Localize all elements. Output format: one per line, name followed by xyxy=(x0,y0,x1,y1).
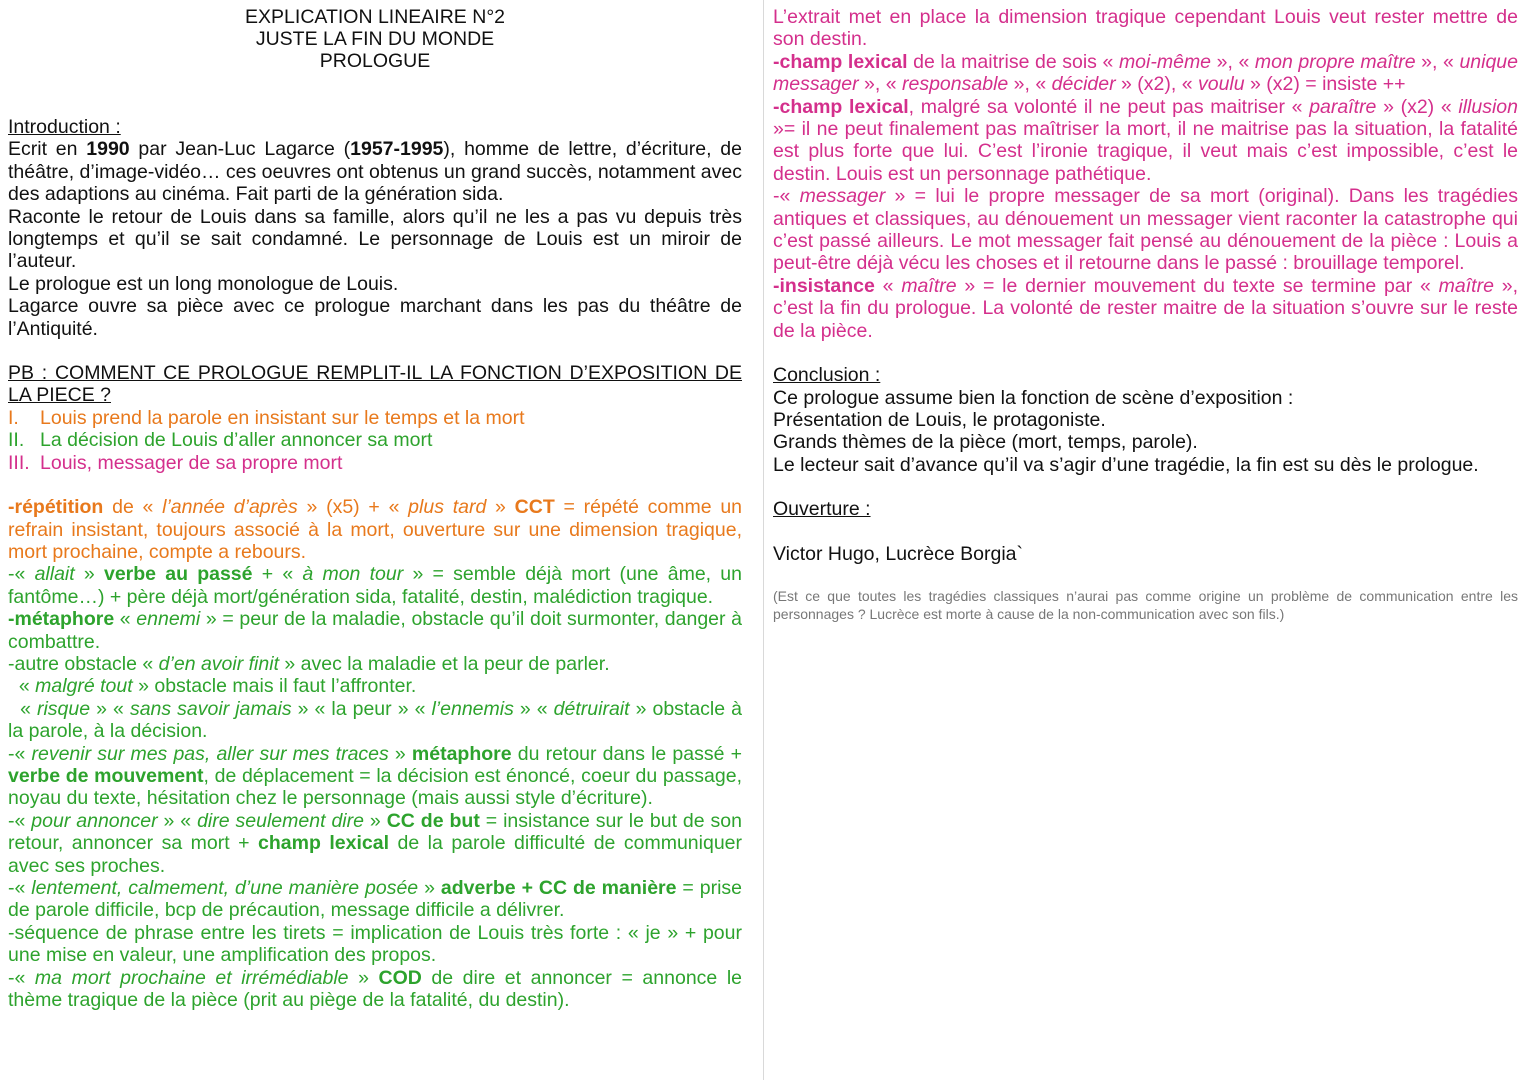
conclusion-line-1: Ce prologue assume bien la fonction de scène d’exposition : xyxy=(773,386,1294,409)
conclusion-line-4: Le lecteur sait d’avance qu’il va s’agir d’une tragédie, la fin est su dès le prologue. xyxy=(773,453,1479,476)
ouverture-text: Victor Hugo, Lucrèce Borgia` xyxy=(773,542,1024,565)
analysis-champ-maitrise: -champ lexical de la maitrise de sois « moi-même », « mon propre maître », « unique messager », « responsable », « décider » (x2), « voulu » (x2) = insiste ++ xyxy=(773,50,1518,96)
ouverture-title: Ouverture : xyxy=(773,498,871,521)
header-work: JUSTE LA FIN DU MONDE xyxy=(255,28,495,50)
problematique: PB : COMMENT CE PROLOGUE REMPLIT-IL LA FONCTION D’EXPOSITION DE LA PIECE ? xyxy=(8,362,742,407)
introduction-paragraph-2: Raconte le retour de Louis dans sa famille, alors qu’il ne les a pas vu depuis très longtemps et qu’il se sait condamné. Le personnage de Louis est un miroir de l’auteur. xyxy=(8,205,742,273)
analysis-part-2 xyxy=(8,563,742,1011)
analysis-pour-annoncer: -« pour annoncer » « dire seulement dire » CC de but = insistance sur le but de son retour, annoncer sa mort + champ lexical de la parole difficulté de communiquer avec ses proches. xyxy=(8,809,743,877)
conclusion-section xyxy=(773,364,1518,476)
conclusion-line-3: Grands thèmes de la pièce (mort, temps, parole). xyxy=(773,431,1198,454)
analysis-revenir: -« revenir sur mes pas, aller sur mes traces » métaphore du retour dans le passé + verbe de mouvement, de déplacement = la décision est énoncé, coeur du passage, noyau du texte, hésitation chez le personnage (mais aussi style d’écriture). xyxy=(8,742,742,810)
header-section: PROLOGUE xyxy=(319,50,431,72)
analysis-insistance-maitre: -insistance « maître » = le dernier mouvement du texte se termine par « maître », c’est la fin du prologue. La volonté de rester maitre de la situation s’ouvre sur le reste de la pièce. xyxy=(773,274,1518,342)
introduction-paragraph-4: Lagarce ouvre sa pièce avec ce prologue marchant dans les pas du théâtre de l’Antiquité. xyxy=(8,295,742,340)
plan-item-1: I. Louis prend la parole en insistant sur le temps et la mort xyxy=(8,406,525,429)
analysis-repetition: -répétition de « l’année d’après » (x5) + « plus tard » CCT = répété comme un refrain insistant, toujours associé à la mort, ouverture sur une dimension tragique, mort prochaine, compte a rebours. xyxy=(8,496,743,563)
analysis-part-3 xyxy=(773,6,1518,342)
analysis-sequence-tirets: -séquence de phrase entre les tirets = implication de Louis très forte : « je » + pour une mise en valeur, une amplification des propos. xyxy=(8,921,742,967)
analysis-verbe-passe: -« allait » verbe au passé + « à mon tour » = semble déjà mort (une âme, un fantôme…) + père déjà mort/génération sida, fatalité, destin, malédiction tragique. xyxy=(8,563,743,608)
conclusion-line-2: Présentation de Louis, le protagoniste. xyxy=(773,408,1106,431)
conclusion-title: Conclusion : xyxy=(773,364,881,387)
analysis-ma-mort: -« ma mort prochaine et irrémédiable » COD de dire et annoncer = annonce le thème tragique de la pièce (prit au piège de la fatalité, du destin). xyxy=(8,966,743,1012)
analysis-messager: -« messager » = lui le propre messager de sa mort (original). Dans les tragédies antiques et classiques, au dénouement un messager vient raconter la catastrophe qui c’est passé ailleurs. Le mot messager fait pensé au dénouement de la pièce : Louis a peut-être déjà vécu les choses et il retourne dans le passé : brouillage temporel. xyxy=(773,185,1518,275)
ouverture-section xyxy=(773,498,1518,623)
ouverture-note: (Est ce que toutes les tragédies classiques n’aurai pas comme origine un problème de communication entre les personnages ? Lucrèce est morte à cause de la non-communication avec son fils.) xyxy=(773,587,1518,622)
left-column xyxy=(8,6,742,1080)
analysis-risque: « risque » « sans savoir jamais » « la peur » « l’ennemis » « détruirait » obstacle à la parole, à la décision. xyxy=(8,697,742,743)
introduction-paragraph-3: Le prologue est un long monologue de Louis. xyxy=(8,272,399,295)
analysis-lentement: -« lentement, calmement, d’une manière posée » adverbe + CC de manière = prise de parole difficile, bcp de précaution, message difficile a délivrer. xyxy=(8,877,742,922)
column-divider xyxy=(763,0,764,1080)
introduction-section xyxy=(8,116,742,340)
right-column xyxy=(773,6,1518,1080)
plan-item-2: II. La décision de Louis d’aller annoncer sa mort xyxy=(8,429,433,452)
header-title: EXPLICATION LINEAIRE N°2 xyxy=(245,6,505,28)
analysis-champ-paraitre: -champ lexical, malgré sa volonté il ne peut pas maitriser « paraître » (x2) « illusion »= il ne peut finalement pas maîtriser la mort, il ne maitrise pas la situation, la fatalité est plus forte que lui. C’est l’ironie tragique, il veut mais c’est impossible, c’est le destin. Louis est un personnage pathétique. xyxy=(773,95,1518,185)
plan-item-3: III. Louis, messager de sa propre mort xyxy=(8,451,343,474)
plan-list xyxy=(8,407,742,474)
analysis-malgre-tout: « malgré tout » obstacle mais il faut l’affronter. xyxy=(8,675,417,698)
introduction-title: Introduction : xyxy=(8,116,121,138)
analysis-dimension-tragique: L’extrait met en place la dimension tragique cependant Louis veut rester mettre de son destin. xyxy=(773,6,1518,51)
document-header xyxy=(8,6,742,72)
analysis-part-1 xyxy=(8,496,742,563)
analysis-metaphore-ennemi: -métaphore « ennemi » = peur de la maladie, obstacle qu’il doit surmonter, danger à combattre. xyxy=(8,608,742,653)
analysis-autre-obstacle: -autre obstacle « d’en avoir finit » avec la maladie et la peur de parler. xyxy=(8,652,610,675)
introduction-paragraph-1: Ecrit en 1990 par Jean-Luc Lagarce (1957-1995), homme de lettre, d’écriture, de théâtre, d’image-vidéo… ces oeuvres ont obtenus un grand succès, notamment avec des adaptions au cinéma. Fait parti de la génération sida. xyxy=(8,138,742,206)
